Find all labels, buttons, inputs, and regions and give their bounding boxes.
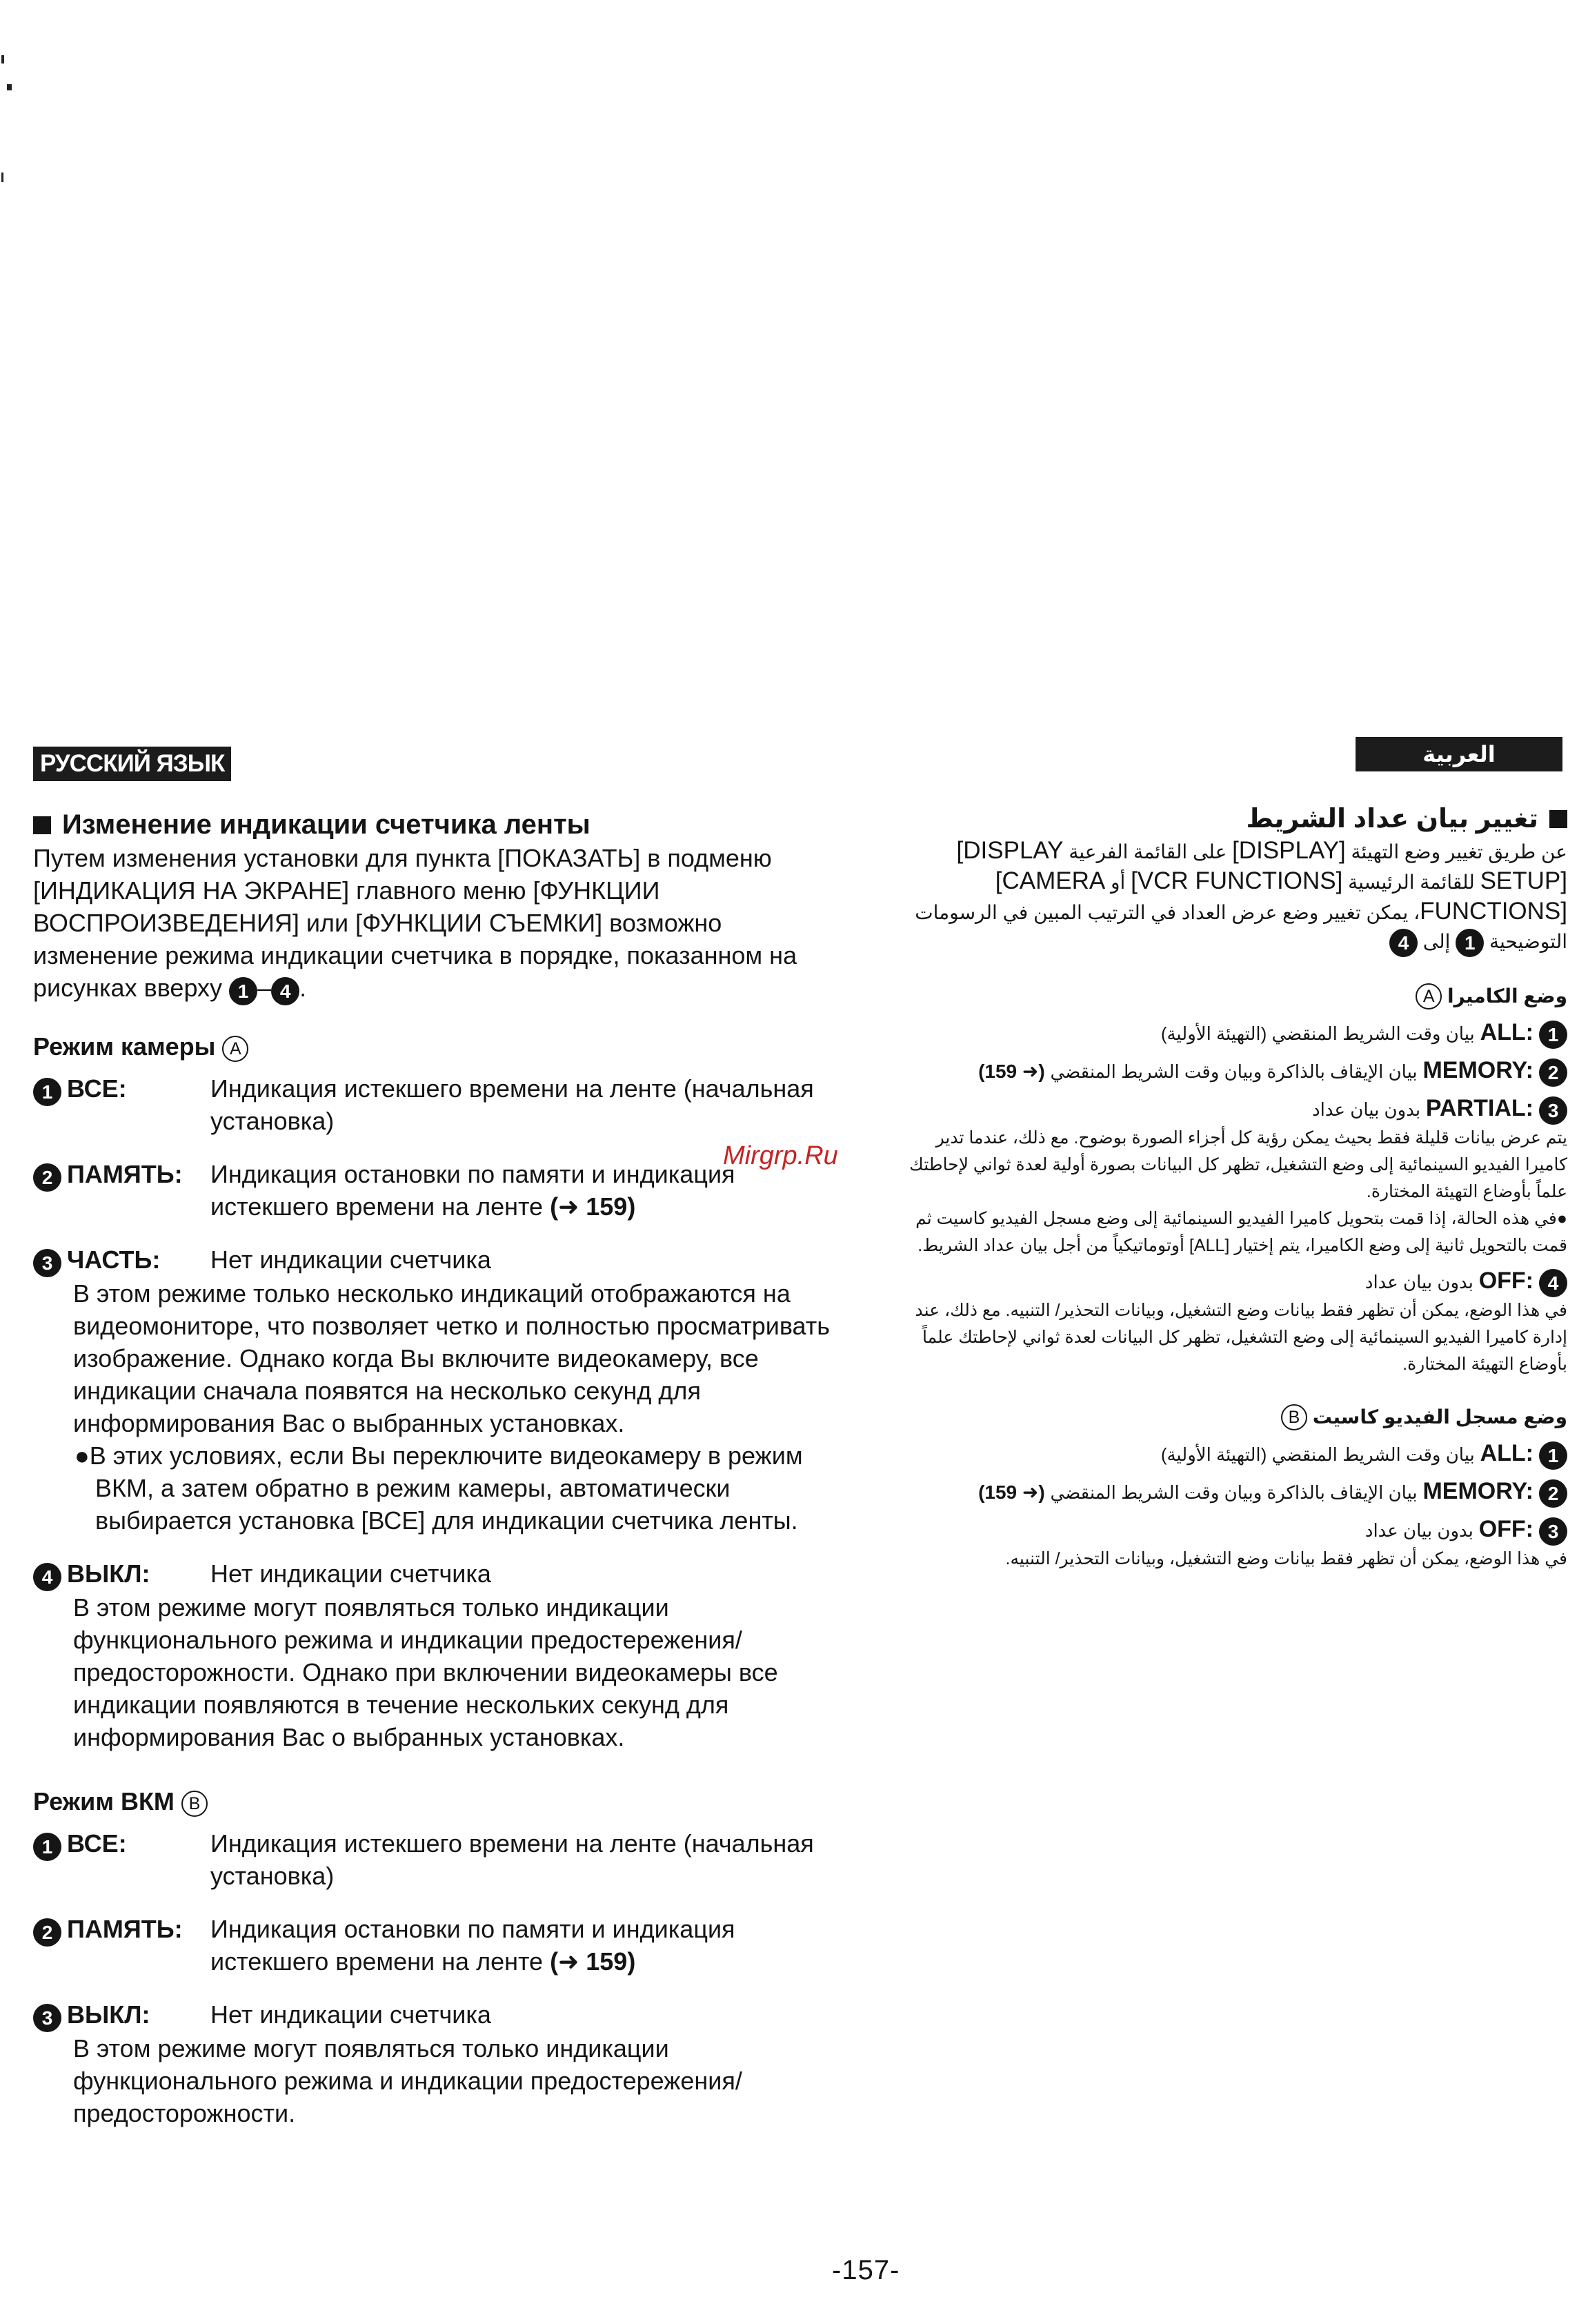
arabic-camera-item-off: 4OFF: بدون بيان عداد في هذا الوضع، يمكن أن تظهر فقط بيانات وضع التشغيل، وبيانات التحذير/ التنبيه. مع ذلك، عند إدارة كاميرا الفيديو السينمائية إلى وضع التشغيل، تظهر كل البيانات لعدة ثواني لإحاطتك علماً بأوضاع التهيئة المختارة. bbox=[915, 1268, 1567, 1374]
camera-mode-title: Режим камеры A bbox=[33, 1030, 833, 1063]
arabic-vcr-item-off: 3OFF: بدون بيان عداد في هذا الوضع، يمكن أن تظهر فقط بيانات وضع التشغيل، وبيانات التحذير/ التنبيه. bbox=[1005, 1516, 1567, 1568]
circled-letter-a-icon: A bbox=[222, 1036, 248, 1062]
page-reference: (➜ 159) bbox=[550, 1192, 636, 1221]
scan-mark bbox=[1, 55, 4, 63]
range-dash: – bbox=[257, 974, 272, 1002]
number-3-icon: 3 bbox=[1539, 1096, 1567, 1125]
arabic-vcr-item-memory: 2MEMORY: بيان الإيقاف بالذاكرة وبيان وقت الشريط المنقضي (159 ➜) bbox=[904, 1477, 1567, 1508]
number-4-icon: 4 bbox=[33, 1563, 61, 1591]
number-1-icon: 1 bbox=[33, 1078, 61, 1106]
arabic-intro: عن طريق تغيير وضع التهيئة [DISPLAY] على القائمة الفرعية [DISPLAY SETUP] للقائمة الرئيسية [VCR FUNCTIONS] أو [CAMERA FUNCTIONS]، يمكن تغيير وضع عرض العداد في الترتيب المبين في الرسومات التوضيحية 1 إلى 4 bbox=[904, 836, 1567, 957]
number-2-icon: 2 bbox=[33, 1163, 61, 1192]
russian-column bbox=[33, 807, 833, 2129]
vcr-mode-title: Режим ВКМ B bbox=[33, 1785, 833, 1818]
arabic-camera-mode-title: وضع الكاميرا A bbox=[904, 982, 1567, 1011]
bullet-note: ●В этих условиях, если Вы переключите видеокамеру в режим ВКМ, а затем обратно в режим камеры, автоматически выбирается установка [ВСЕ] для индикации счетчика ленты. bbox=[75, 1441, 803, 1535]
number-4-icon: 4 bbox=[1539, 1269, 1567, 1297]
circled-letter-b-icon: B bbox=[1281, 1404, 1307, 1430]
arabic-camera-item-all: 1ALL: بيان وقت الشريط المنقضي (التهيئة الأولية) bbox=[904, 1018, 1567, 1049]
arabic-camera-item-partial: 3PARTIAL: بدون بيان عداد يتم عرض بيانات قليلة فقط بحيث يمكن رؤية كل أجزاء الصورة بوضوح. مع ذلك، عندما تدير كاميرا الفيديو السينمائية إلى وضع التشغيل، تظهر كل البيانات بصورة أولية لعدة ثواني لإحاطتك علماً بأوضاع التهيئة المختارة. ●في هذه الحالة، إذا قمت بتحويل كاميرا الفيديو السينمائية إلى وضع مسجل الفيديو كاسيت ثم قمت بالتحويل ثانية إلى وضع الكاميرا، يتم إختيار [ALL] أوتوماتيكياً من أجل بيان عداد الشريط. bbox=[904, 1094, 1567, 1259]
scan-mark bbox=[1, 173, 3, 182]
number-2-icon: 2 bbox=[1539, 1058, 1567, 1087]
arabic-column bbox=[904, 802, 1567, 1573]
square-bullet-icon bbox=[1549, 810, 1567, 828]
arabic-camera-item-memory: 2MEMORY: بيان الإيقاف بالذاكرة وبيان وقت الشريط المنقضي (159 ➜) bbox=[904, 1056, 1567, 1087]
number-1-icon: 1 bbox=[1456, 929, 1484, 957]
arabic-section-title: تغيير بيان عداد الشريط bbox=[904, 802, 1567, 836]
number-3-icon: 3 bbox=[33, 2004, 61, 2032]
arabic-language-tab: العربية bbox=[1356, 737, 1562, 771]
number-1-icon: 1 bbox=[33, 1833, 61, 1861]
russian-language-tab: РУССКИЙ ЯЗЫК bbox=[33, 747, 231, 781]
number-1-icon: 1 bbox=[1539, 1441, 1567, 1470]
circled-letter-a-icon: A bbox=[1416, 983, 1442, 1010]
vcr-mode-item-off: 3 ВЫКЛ: Нет индикации счетчика В этом режиме могут появляться только индикации функционального режима и индикации предостережения/ предосторожности. bbox=[33, 1998, 833, 2129]
number-1-icon: 1 bbox=[1539, 1021, 1567, 1049]
scan-mark bbox=[7, 84, 12, 90]
russian-intro: Путем изменения установки для пункта [ПОКАЗАТЬ] в подменю [ИНДИКАЦИЯ НА ЭКРАНЕ] главного меню [ФУНКЦИИ ВОСПРОИЗВЕДЕНИЯ] или [ФУНКЦИИ СЪЕМКИ] возможно изменение режима индикации счетчика в порядке, показанном на рисунках вверху 1 – 4 . bbox=[33, 842, 833, 1005]
russian-section-title: Изменение индикации счетчика ленты bbox=[33, 807, 833, 842]
page-reference: (159 ➜) bbox=[978, 1061, 1045, 1082]
camera-mode-item-all: 1 ВСЕ: Индикация истекшего времени на ленте (начальная установка) bbox=[33, 1072, 833, 1137]
number-1-icon: 1 bbox=[229, 977, 257, 1005]
number-2-icon: 2 bbox=[1539, 1479, 1567, 1508]
camera-mode-item-memory: 2 ПАМЯТЬ: Индикация остановки по памяти и индикация истекшего времени на ленте (➜ 159) bbox=[33, 1158, 833, 1223]
circled-letter-b-icon: B bbox=[181, 1791, 208, 1817]
number-4-icon: 4 bbox=[271, 977, 299, 1005]
camera-mode-item-off: 4 ВЫКЛ: Нет индикации счетчика В этом режиме могут появляться только индикации функционального режима и индикации предостережения/ предосторожности. Однако при включении видеокамеры все индикации появляются в течение нескольких секунд для информирования Вас о выбранных установках. bbox=[33, 1557, 833, 1753]
arabic-vcr-item-all: 1ALL: بيان وقت الشريط المنقضي (التهيئة الأولية) bbox=[904, 1439, 1567, 1470]
vcr-mode-item-all: 1 ВСЕ: Индикация истекшего времени на ленте (начальная установка) bbox=[33, 1827, 833, 1892]
watermark: Mirgrp.Ru bbox=[723, 1141, 838, 1170]
number-3-icon: 3 bbox=[1539, 1517, 1567, 1546]
bullet-note: ●في هذه الحالة، إذا قمت بتحويل كاميرا الفيديو السينمائية إلى وضع مسجل الفيديو كاسيت ثم قمت بالتحويل ثانية إلى وضع الكاميرا، يتم إختيار [ALL] أوتوماتيكياً من أجل بيان عداد الشريط. bbox=[915, 1209, 1567, 1255]
camera-mode-item-partial: 3 ЧАСТЬ: Нет индикации счетчика В этом режиме только несколько индикаций отображаются на видеомониторе, что позволяет четко и полностью просматривать изображение. Однако когда Вы включите видеокамеру, все индикации сначала появятся на несколько секунд для информирования Вас о выбранных установках. ●В этих условиях, если Вы переключите видеокамеру в режим ВКМ, а затем обратно в режим камеры, автоматически выбирается установка [ВСЕ] для индикации счетчика ленты. bbox=[33, 1243, 833, 1537]
vcr-mode-item-memory: 2 ПАМЯТЬ: Индикация остановки по памяти и индикация истекшего времени на ленте (➜ 159) bbox=[33, 1913, 833, 1978]
number-2-icon: 2 bbox=[33, 1918, 61, 1947]
page-reference: (➜ 159) bbox=[550, 1947, 636, 1976]
arabic-vcr-mode-title: وضع مسجل الفيديو كاسيت B bbox=[904, 1403, 1567, 1432]
page-number: -157- bbox=[832, 2255, 900, 2285]
number-3-icon: 3 bbox=[33, 1249, 61, 1277]
square-bullet-icon bbox=[33, 816, 51, 834]
number-4-icon: 4 bbox=[1389, 929, 1418, 957]
page-reference: (159 ➜) bbox=[978, 1481, 1045, 1503]
